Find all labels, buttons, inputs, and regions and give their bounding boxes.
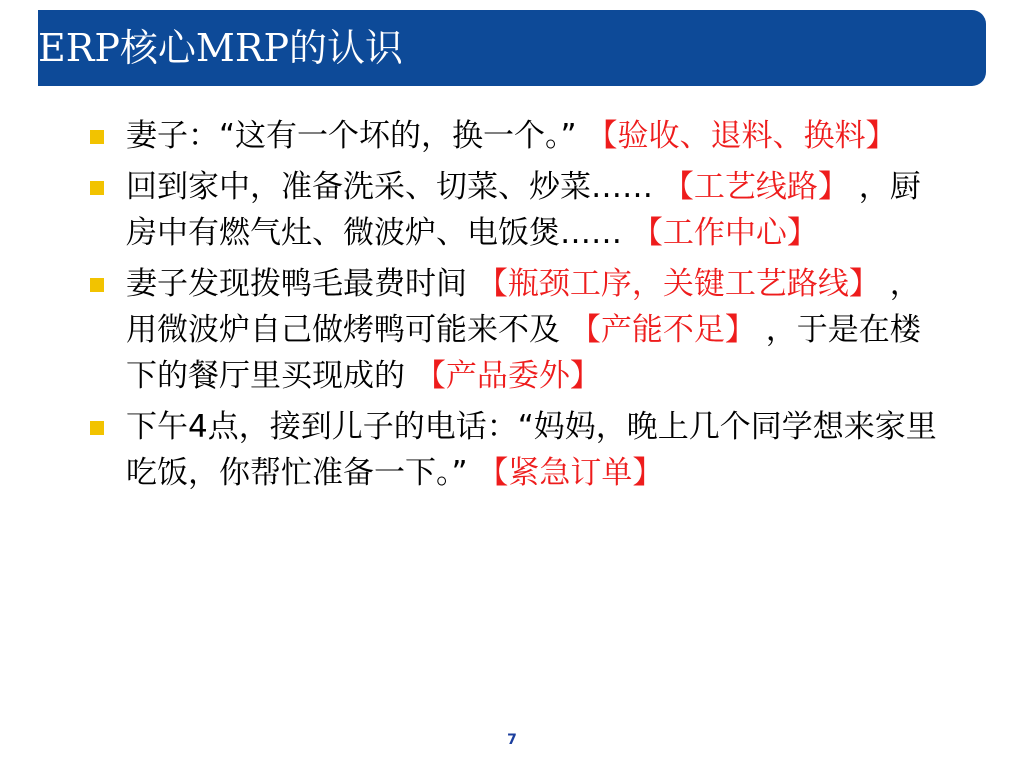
- bullet-text: 回到家中，准备洗采、切菜、炒菜……: [126, 169, 653, 205]
- bullet-highlight: 【紧急订单】: [477, 455, 664, 491]
- bullet-item-3: [90, 261, 940, 399]
- bullet-highlight: 【产品委外】: [414, 358, 601, 394]
- bullet-item-4: [90, 404, 940, 496]
- bullet-highlight: 【验收、退料、换料】: [586, 118, 897, 154]
- bullet-text: ，厨房中有燃气灶、微波炉、电饭煲……: [126, 169, 921, 251]
- square-bullet-icon: [90, 421, 104, 435]
- square-bullet-icon: [90, 278, 104, 292]
- bullet-text: ，于是在楼下的餐厅里买现成的: [126, 312, 921, 394]
- bullet-highlight: 【工作中心】: [631, 215, 818, 251]
- bullet-text: 下午4点，接到儿子的电话：“妈妈，晚上几个同学想来家里吃饭，你帮忙准备一下。”: [126, 409, 937, 491]
- bullet-item-2: [90, 164, 940, 256]
- page-number: 7: [507, 732, 517, 748]
- bullet-highlight: 【产能不足】: [569, 312, 756, 348]
- bullet-highlight: 【工艺线路】: [662, 169, 849, 205]
- slide-title: ERP核心MRP的认识: [38, 26, 404, 70]
- bullet-list: [90, 113, 940, 501]
- square-bullet-icon: [90, 130, 104, 144]
- title-bar: [38, 10, 986, 86]
- bullet-highlight: 【瓶颈工序，关键工艺路线】: [476, 266, 880, 302]
- bullet-item-1: [90, 113, 940, 159]
- bullet-text: ，用微波炉自己做烤鸭可能来不及: [126, 266, 921, 348]
- bullet-text: 妻子发现拨鸭毛最费时间: [126, 266, 467, 302]
- bullet-text: 妻子：“这有一个坏的，换一个。”: [126, 118, 577, 154]
- square-bullet-icon: [90, 181, 104, 195]
